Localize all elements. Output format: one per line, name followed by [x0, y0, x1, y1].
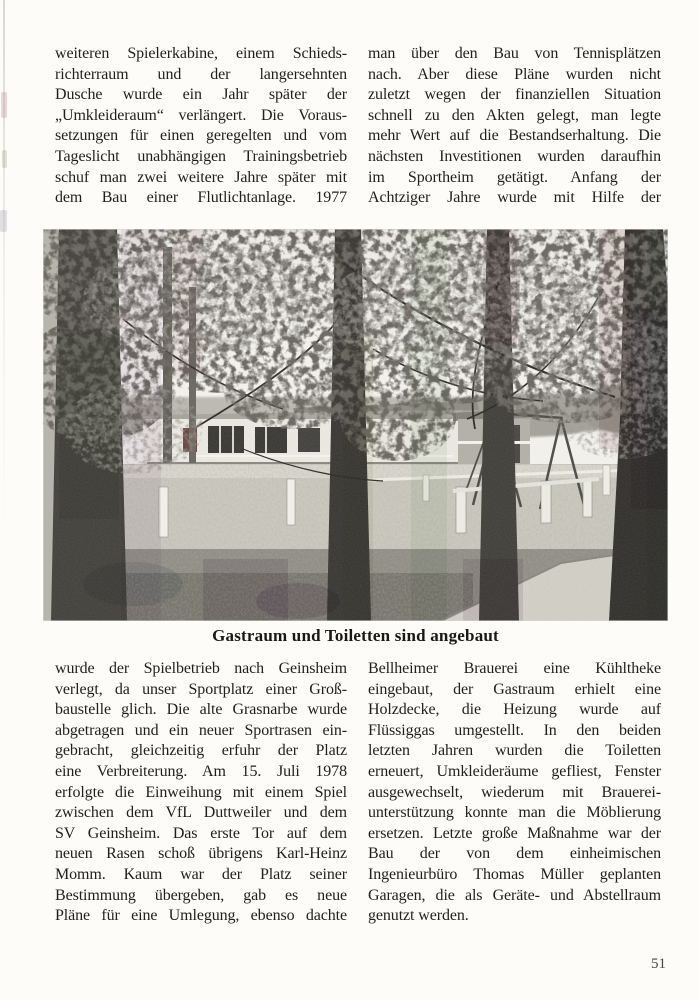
text-line: Flüssiggas umgestellt. In den beiden	[368, 721, 661, 739]
text-line: schuf man zwei weitere Jahre später mit	[55, 168, 347, 186]
text-line: eine Verbreiterung. Am 15. Juli 1978	[55, 762, 347, 780]
text-line: eingebaut, der Gastraum erhielt eine	[368, 680, 661, 698]
scan-speck	[2, 150, 7, 168]
text-line: ausgewechselt, wiederum mit Brauerei-	[368, 783, 661, 801]
text-line: unterstützung konnte man die Möblierung	[368, 804, 661, 822]
text-line: Dusche wurde ein Jahr später der	[55, 86, 347, 104]
text-line: gebracht, gleichzeitig erfuhr der Platz	[55, 742, 347, 760]
text-line: nächsten Investitionen wurden daraufhin	[368, 147, 661, 165]
text-line: im Sportheim getätigt. Anfang der	[368, 168, 661, 186]
text-line: schnell zu den Akten gelegt, man legte	[368, 106, 661, 124]
text-line: man über den Bau von Tennisplätzen	[368, 45, 661, 62]
text-line: Achtziger Jahre wurde mit Hilfe der	[368, 189, 661, 207]
text-line: mehr Wert auf die Bestandserhaltung. Die	[368, 127, 661, 145]
text-line: Tageslicht unabhängigen Trainingsbetrieb	[55, 147, 347, 165]
text-line: SV Geinsheim. Das erste Tor auf dem	[55, 824, 347, 842]
text-line: erfolgte die Einweihung mit einem Spiel	[55, 783, 347, 801]
text-line: Garagen, die als Geräte- und Abstellraum	[368, 886, 661, 904]
text-line: zwischen dem VfL Duttweiler und dem	[55, 804, 347, 822]
text-line: Pläne für eine Umlegung, ebenso dachte	[55, 907, 347, 925]
text-column-top-left	[55, 44, 347, 209]
text-line: neuen Rasen schoß übrigens Karl-Heinz	[55, 845, 347, 863]
scan-speck	[1, 92, 7, 118]
text-line: Bestimmung übergeben, gab es neue	[55, 886, 347, 904]
text-line: wurde der Spielbetrieb nach Geinsheim	[55, 660, 347, 677]
text-line: genutzt werden.	[368, 907, 469, 925]
text-line: „Umkleideraum“ verlängert. Die Voraus-	[55, 106, 347, 124]
photo-figure	[43, 229, 668, 621]
text-line: abgetragen und ein neuer Sportrasen ein-	[55, 721, 347, 739]
text-line: setzungen für einen geregelten und vom	[55, 127, 347, 145]
sportheim-photo	[43, 229, 668, 621]
text-line: letzten Jahren wurden die Toiletten	[368, 742, 661, 760]
text-line: verlegt, da unser Sportplatz einer Groß-	[55, 680, 347, 698]
text-line: ersetzen. Letzte große Maßnahme war der	[368, 824, 661, 842]
text-column-bottom-right	[368, 659, 661, 927]
text-line: Momm. Kaum war der Platz seiner	[55, 865, 347, 883]
text-column-top-right	[368, 44, 661, 209]
text-line: baustelle glich. Die alte Grasnarbe wurde	[55, 701, 347, 719]
text-line: nach. Aber diese Pläne wurden nicht	[368, 65, 661, 83]
photo-caption: Gastraum und Toiletten sind angebaut	[212, 626, 499, 645]
text-line: dem Bau einer Flutlichtanlage. 1977	[55, 189, 347, 207]
text-line: Holzdecke, die Heizung wurde auf	[368, 701, 661, 719]
page-number: 51	[651, 956, 666, 972]
text-line: Bau der von dem einheimischen	[368, 845, 661, 863]
text-line: Ingenieurbüro Thomas Müller geplanten	[368, 865, 661, 883]
text-column-bottom-left	[55, 659, 347, 927]
text-line: Bellheimer Brauerei eine Kühltheke	[368, 660, 661, 677]
text-line: richterraum und der langersehnten	[55, 65, 347, 83]
text-line: zuletzt wegen der finanziellen Situation	[368, 86, 661, 104]
text-line: erneuert, Umkleideräume gefliest, Fenster	[368, 762, 661, 780]
text-line: weiteren Spielerkabine, einem Schieds-	[55, 45, 347, 62]
scan-speck	[0, 210, 7, 232]
